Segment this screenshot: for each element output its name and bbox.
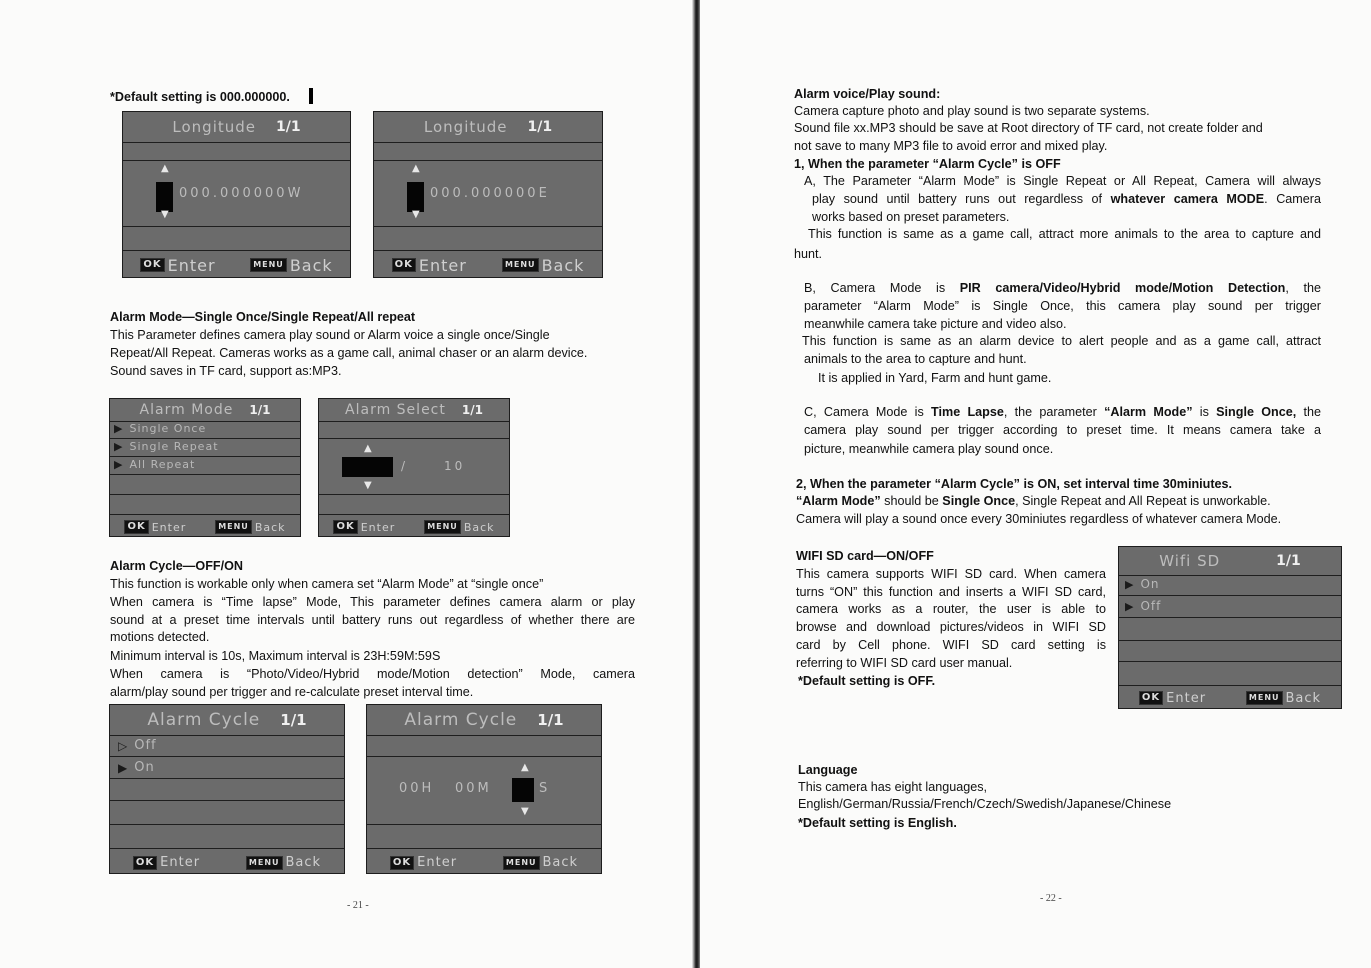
enter-softkey: OK Enter (140, 256, 215, 275)
case-2-heading: 2, When the parameter “Alarm Cycle” is ON, set interval time 30miniutes. (796, 477, 1233, 491)
alarm-mode-line-1: This Parameter defines camera play sound or Alarm voice a single once/Single (110, 328, 550, 342)
language-heading: Language (798, 763, 858, 777)
screen-title: Longitude (423, 118, 508, 136)
wifi-line-4: browse and download pictures/videos in WIFI SD (796, 620, 1106, 634)
case-c-line-1: C, Camera Mode is Time Lapse, the parameter “Alarm Mode” is Single Once, the (804, 405, 1321, 419)
menu-key-icon: MENU (503, 856, 540, 870)
language-line-1: This camera has eight languages, (798, 780, 988, 794)
back-softkey: MENU Back (246, 855, 321, 870)
back-softkey: MENU Back (215, 520, 285, 534)
case-b-line-5: animals to the area to capture and hunt. (804, 352, 1027, 366)
screen-page: 1/1 (461, 403, 483, 417)
wifi-line-1: This camera supports WIFI SD card. When camera (796, 567, 1106, 581)
back-softkey: MENU Back (502, 256, 584, 275)
down-arrow-icon: ▼ (161, 209, 169, 220)
ok-key-icon: OK (140, 258, 164, 272)
screen-page: 1/1 (276, 119, 301, 135)
case-b-line-6: It is applied in Yard, Farm and hunt game. (818, 371, 1052, 385)
menu-key-icon: MENU (502, 258, 539, 272)
wifi-line-3: camera works as a router, the user is able to (796, 602, 1106, 616)
case-a-line-1: A, The Parameter “Alarm Mode” is Single Repeat or All Repeat, Camera will always (804, 174, 1321, 188)
screen-page: 1/1 (537, 711, 564, 729)
play-icon: ▶ (1125, 599, 1135, 613)
enter-softkey: OK Enter (1139, 691, 1206, 706)
select-separator: / (401, 459, 409, 473)
screen-title: Alarm Cycle (404, 710, 518, 730)
menu-key-icon: MENU (424, 520, 461, 534)
case-c-line-3: picture, meanwhile camera play sound once. (804, 442, 1054, 456)
alarm-cycle-line-4: motions detected. (110, 630, 210, 644)
menu-item-single-repeat[interactable]: ▶ Single Repeat (114, 440, 219, 453)
alarm-cycle-heading: Alarm Cycle—OFF/ON (110, 559, 243, 573)
screen-title: Longitude (172, 118, 256, 136)
ok-key-icon: OK (133, 856, 157, 870)
play-icon: ▶ (1125, 577, 1135, 591)
play-icon: ▶ (114, 458, 124, 471)
case-b-line-3: meanwhile camera take picture and video also. (804, 317, 1067, 331)
up-arrow-icon: ▲ (412, 163, 420, 174)
longitude-screen-west (122, 111, 351, 278)
ok-key-icon: OK (392, 258, 416, 272)
cursor-block (342, 457, 393, 477)
alarm-cycle-line-6: When camera is “Photo/Video/Hybrid mode/Motion detection” Mode, camera (110, 667, 635, 681)
case-a-line-2: play sound until battery runs out regardless of whatever camera MODE. Camera (812, 192, 1321, 206)
alarm-cycle-line-5: Minimum interval is 10s, Maximum interval is 23H:59M:59S (110, 649, 441, 663)
seconds-value: S (539, 781, 551, 796)
down-arrow-icon: ▼ (412, 209, 420, 220)
menu-key-icon: MENU (246, 856, 283, 870)
case-b-line-1: B, Camera Mode is PIR camera/Video/Hybrid mode/Motion Detection, the (804, 281, 1321, 295)
play-icon: ▶ (114, 422, 124, 435)
up-arrow-icon: ▲ (364, 443, 372, 454)
enter-softkey: OK Enter (333, 520, 395, 534)
up-arrow-icon: ▲ (521, 762, 529, 773)
enter-softkey: OK Enter (390, 855, 457, 870)
ok-key-icon: OK (333, 520, 357, 534)
page-number-left: - 21 - (347, 900, 369, 911)
screen-title: Alarm Select (345, 402, 446, 418)
screen-page: 1/1 (249, 403, 271, 417)
wifi-line-2: turns “ON” this function and inserts a WIFI SD card, (796, 585, 1106, 599)
enter-softkey: OK Enter (392, 256, 467, 275)
voice-line-1: Camera capture photo and play sound is two separate systems. (794, 104, 1150, 118)
screen-page: 1/1 (1276, 553, 1301, 569)
case-a-line-5: hunt. (794, 247, 823, 261)
play-icon: ▶ (114, 440, 124, 453)
cursor-block (407, 182, 424, 212)
back-softkey: MENU Back (503, 855, 578, 870)
alarm-select-screen (318, 398, 510, 537)
down-arrow-icon: ▼ (364, 480, 372, 491)
text-cursor (309, 88, 313, 104)
case-2-line-2: “Alarm Mode” should be Single Once, Single Repeat and All Repeat is unworkable. (796, 494, 1271, 508)
alarm-cycle-screen-list (109, 704, 345, 874)
alarm-cycle-line-1: This function is workable only when camera set “Alarm Mode” at “single once” (110, 577, 544, 591)
screen-page: 1/1 (527, 119, 553, 135)
wifi-default: *Default setting is OFF. (798, 674, 936, 688)
alarm-cycle-line-3: sound at a preset time intervals until battery runs out regardless of whether there are (110, 613, 635, 627)
play-icon: ▷ (118, 738, 129, 753)
case-b-line-2: parameter “Alarm Mode” is Single Once, this camera play sound per trigger (804, 299, 1321, 313)
hours-value: 00H (399, 781, 435, 796)
menu-item-on[interactable]: ▶ On (118, 760, 155, 775)
case-a-line-3: works based on preset parameters. (812, 210, 1010, 224)
alarm-cycle-screen-time (366, 704, 602, 874)
alarm-cycle-line-7: alarm/play sound per trigger and re-calculate preset interval time. (110, 685, 474, 699)
screen-title: Wifi SD (1159, 552, 1221, 570)
alarm-voice-heading: Alarm voice/Play sound: (794, 87, 941, 101)
minutes-value: 00M (455, 781, 492, 796)
up-arrow-icon: ▲ (161, 163, 169, 174)
longitude-value: 000.000000E (430, 186, 550, 201)
alarm-mode-screen (109, 398, 301, 537)
alarm-cycle-line-2: When camera is “Time lapse” Mode, This parameter defines camera alarm or play (110, 595, 635, 609)
enter-softkey: OK Enter (133, 855, 200, 870)
ok-key-icon: OK (390, 856, 414, 870)
language-default: *Default setting is English. (798, 816, 957, 830)
screen-title: Alarm Mode (139, 402, 234, 418)
wifi-sd-screen (1118, 546, 1342, 709)
alarm-mode-heading: Alarm Mode—Single Once/Single Repeat/All repeat (110, 310, 416, 324)
cursor-block (156, 182, 173, 212)
page-number-right: - 22 - (1040, 893, 1062, 904)
case-a-line-4: This function is same as a game call, attract more animals to the area to capture and (808, 227, 1321, 241)
longitude-screen-east (373, 111, 603, 278)
down-arrow-icon: ▼ (521, 806, 529, 817)
case-2-line-3: Camera will play a sound once every 30miniutes regardless of whatever camera Mode. (796, 512, 1282, 526)
menu-item-off[interactable]: ▶ Off (1125, 599, 1162, 613)
wifi-line-6: referring to WIFI SD card user manual. (796, 656, 1013, 670)
alarm-mode-line-3: Sound saves in TF card, support as:MP3. (110, 364, 342, 378)
back-softkey: MENU Back (424, 520, 494, 534)
menu-item-single-once[interactable]: ▶ Single Once (114, 422, 207, 435)
longitude-value: 000.000000W (179, 186, 304, 201)
enter-softkey: OK Enter (124, 520, 186, 534)
wifi-heading: WIFI SD card—ON/OFF (796, 549, 934, 563)
menu-item-on[interactable]: ▶ On (1125, 577, 1160, 591)
back-softkey: MENU Back (1246, 691, 1321, 706)
default-longitude-note: *Default setting is 000.000000. (110, 90, 290, 104)
screen-title: Alarm Cycle (147, 710, 261, 730)
voice-line-3: not save to many MP3 file to avoid error and mixed play. (794, 139, 1108, 153)
language-line-2: English/German/Russia/French/Czech/Swedish/Japanese/Chinese (798, 797, 1172, 811)
case-1-heading: 1, When the parameter “Alarm Cycle” is OFF (794, 157, 1061, 171)
alarm-mode-line-2: Repeat/All Repeat. Cameras works as a game call, animal chaser or an alarm device. (110, 346, 588, 360)
ok-key-icon: OK (124, 520, 148, 534)
menu-key-icon: MENU (1246, 691, 1283, 705)
wifi-line-5: card by Cell phone. WIFI SD card setting is (796, 638, 1106, 652)
menu-item-all-repeat[interactable]: ▶ All Repeat (114, 458, 196, 471)
voice-line-2: Sound file xx.MP3 should be save at Root directory of TF card, not create folder and (794, 121, 1263, 135)
menu-key-icon: MENU (250, 258, 287, 272)
right-page (700, 0, 1371, 968)
menu-key-icon: MENU (215, 520, 252, 534)
menu-item-off[interactable]: ▷ Off (118, 738, 157, 753)
cursor-block (512, 778, 534, 802)
play-icon: ▶ (118, 760, 129, 775)
screen-page: 1/1 (280, 711, 307, 729)
select-total: 10 (444, 459, 466, 473)
ok-key-icon: OK (1139, 691, 1163, 705)
case-b-line-4: This function is same as an alarm device to alert people and as a game call, attract (802, 334, 1321, 348)
back-softkey: MENU Back (250, 256, 332, 275)
case-c-line-2: camera play sound per trigger according to preset time. It means camera take a (804, 423, 1321, 437)
